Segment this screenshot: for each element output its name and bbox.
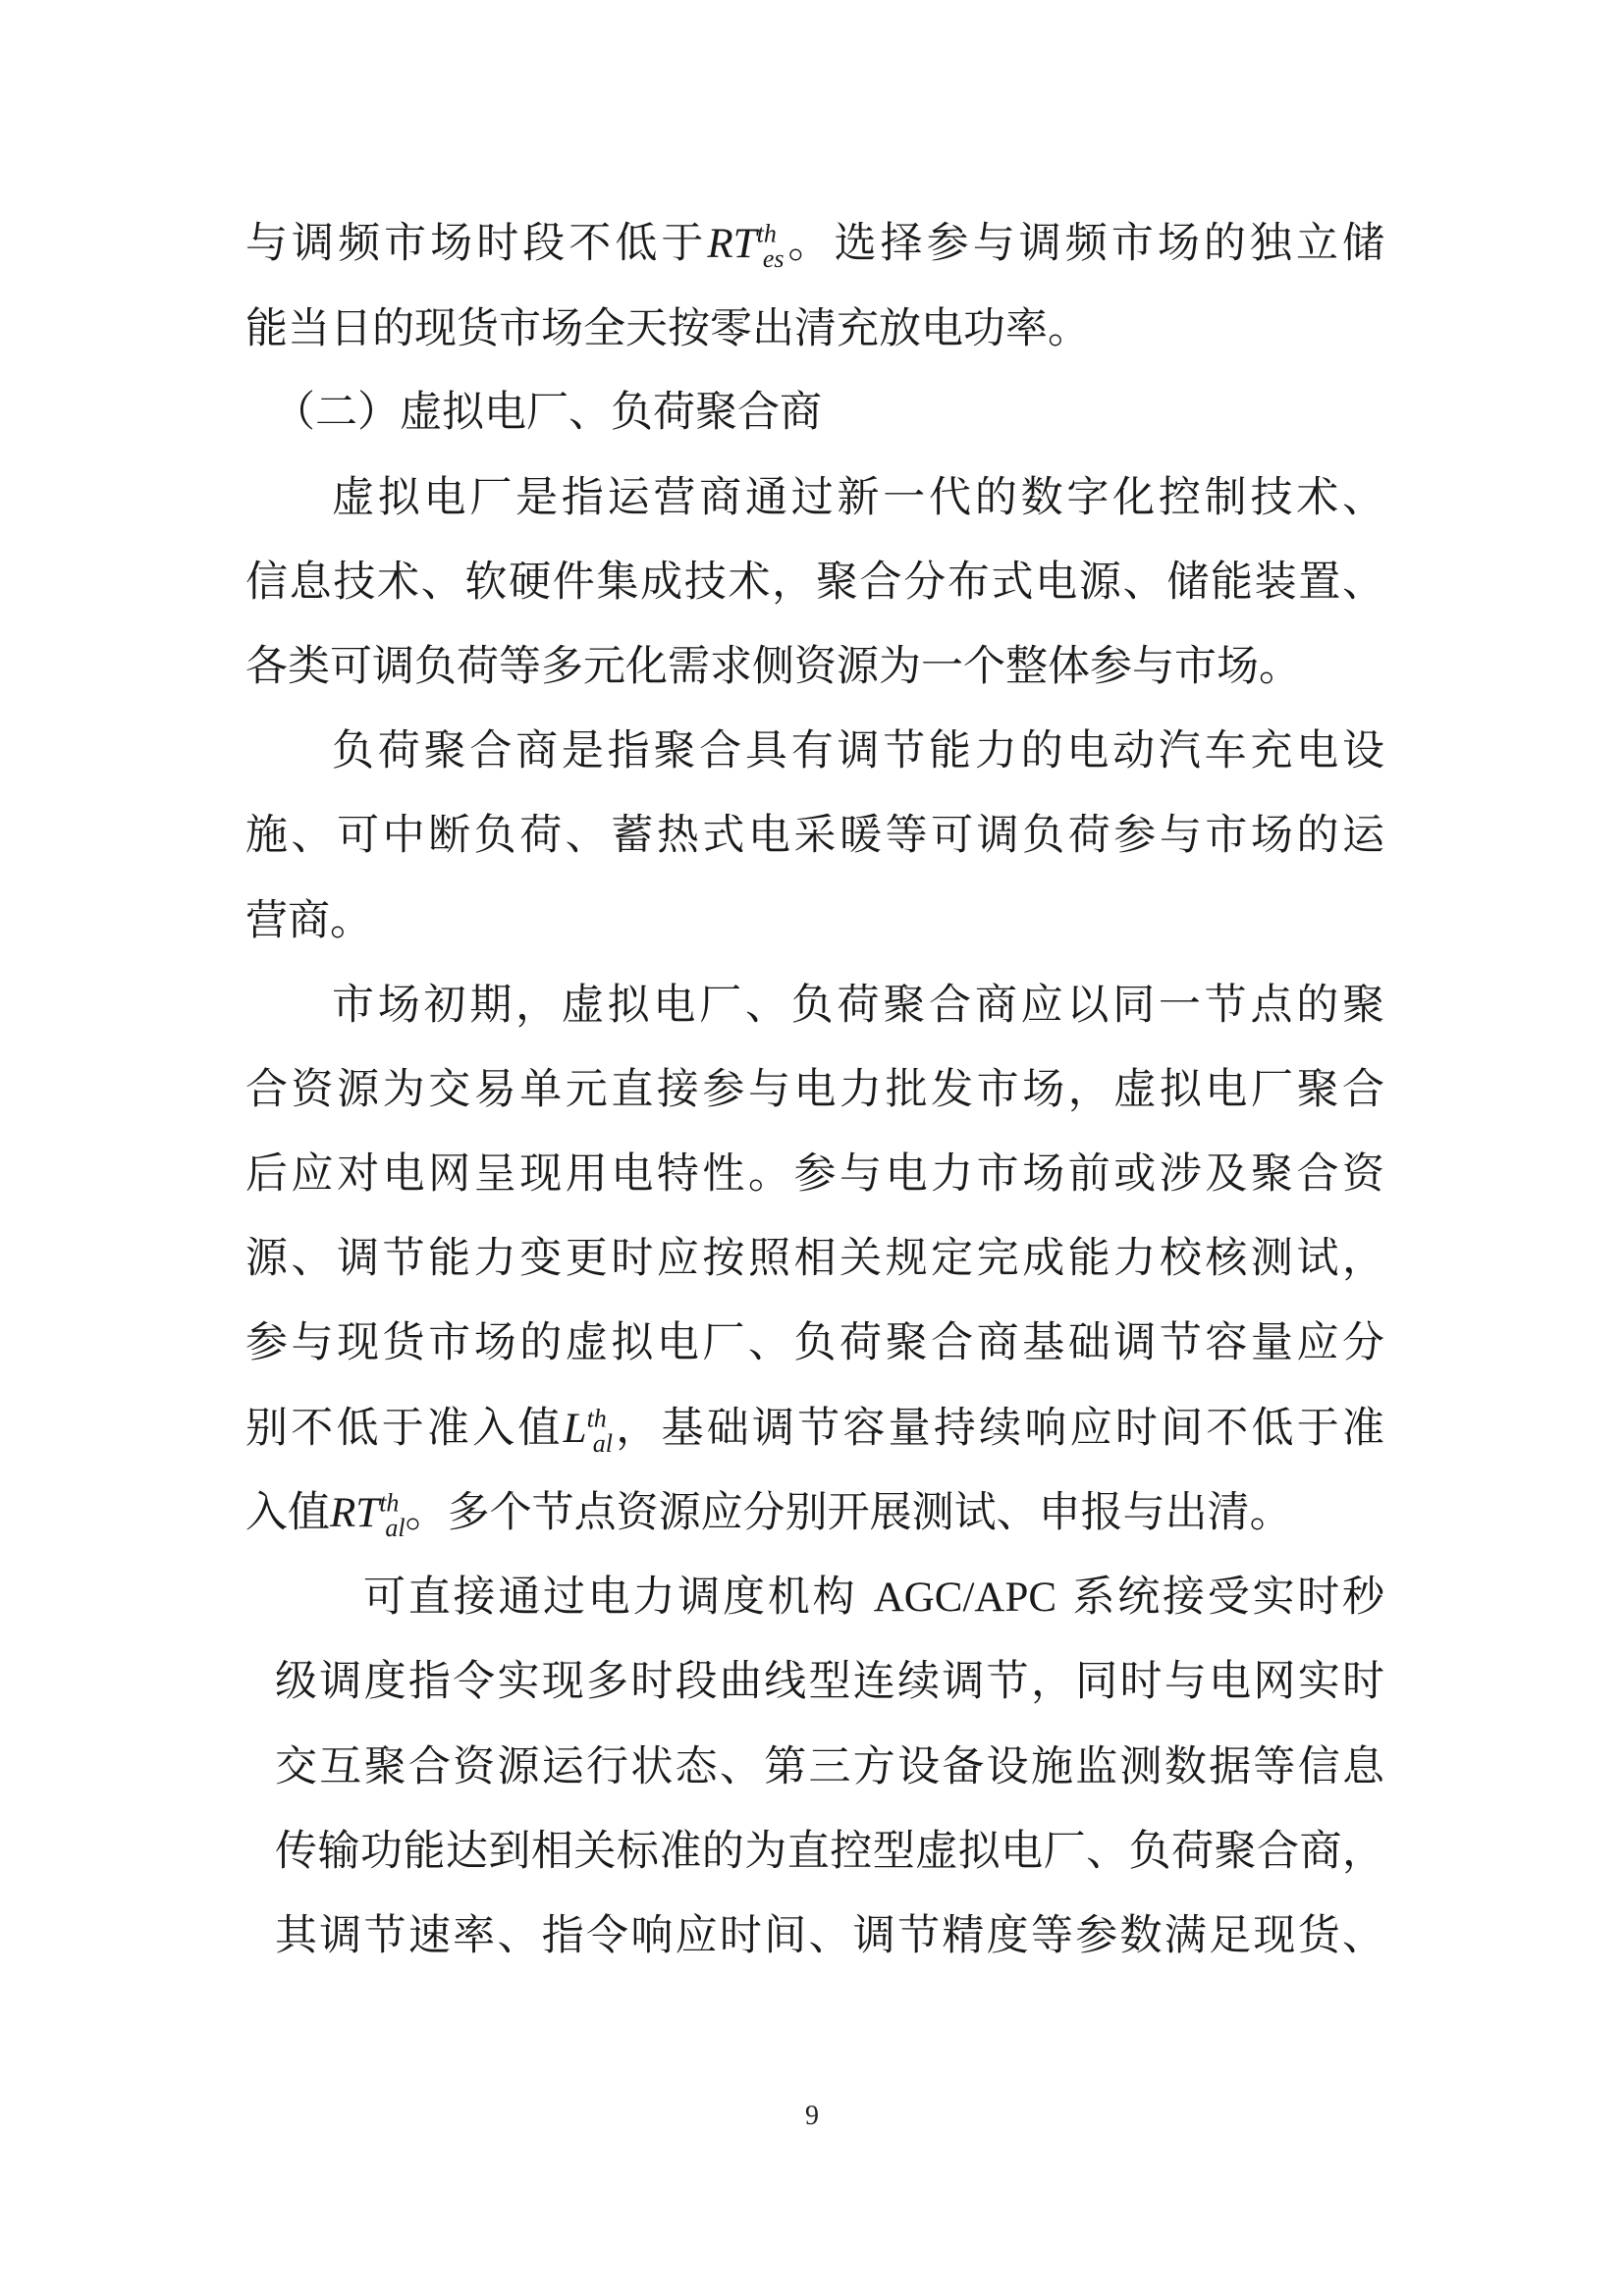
- text-line: 后应对电网呈现用电特性。参与电力市场前或涉及聚合资: [245, 1149, 1384, 1199]
- text-line: [245, 1394, 1384, 1463]
- text-line: 源、调节能力变更时应按照相关规定完成能力校核测试，: [245, 1234, 1384, 1283]
- math-variable: $RT^{th}_{es}$: [707, 219, 785, 273]
- text: 可直接通过电力调度机构: [363, 1573, 874, 1622]
- math-variable: $RT^{th}_{al}$: [330, 1488, 406, 1542]
- page-number: 9: [805, 2101, 819, 2131]
- math-variable: $Lth_{al}$: [563, 1404, 614, 1458]
- text-line: [245, 1478, 1384, 1547]
- latin-text: AGC/APC: [873, 1575, 1057, 1621]
- text-line: 级调度指令实现多时段曲线型连续调节，同时与电网实时: [275, 1657, 1384, 1706]
- text: ，基础调节容量持续响应时间不低于准: [613, 1404, 1385, 1453]
- text-line: 营商。: [245, 896, 372, 945]
- text-line: 市场初期，虚拟电厂、负荷聚合商应以同一节点的聚: [332, 981, 1384, 1030]
- text-line: 交互聚合资源运行状态、第三方设备设施监测数据等信息: [275, 1742, 1384, 1791]
- text-line: 传输功能达到相关标准的为直控型虚拟电厂、负荷聚合商，: [275, 1827, 1384, 1876]
- text: 与调频市场时段不低于: [245, 219, 708, 268]
- text-line: [363, 1563, 1384, 1631]
- text-line: 合资源为交易单元直接参与电力批发市场，虚拟电厂聚合: [245, 1065, 1384, 1114]
- text-line: 参与现货市场的虚拟电厂、负荷聚合商基础调节容量应分: [245, 1318, 1384, 1367]
- text-line: [245, 209, 1384, 278]
- text-line: 各类可调负荷等多元化需求侧资源为一个整体参与市场。: [245, 642, 1301, 691]
- text: 入值: [245, 1488, 330, 1537]
- text: 别不低于准入值: [245, 1404, 564, 1453]
- text-line: 施、可中断负荷、蓄热式电采暖等可调负荷参与市场的运: [245, 811, 1384, 860]
- section-heading: （二）虚拟电厂、负荷聚合商: [273, 388, 822, 437]
- text-line: 负荷聚合商是指聚合具有调节能力的电动汽车充电设: [332, 726, 1384, 775]
- text-line: 信息技术、软硬件集成技术，聚合分布式电源、储能装置、: [245, 558, 1384, 607]
- text: 。多个节点资源应分别开展测试、申报与出清。: [405, 1488, 1292, 1537]
- text-line: 能当日的现货市场全天按零出清充放电功率。: [245, 304, 1090, 353]
- text-line: 其调节速率、指令响应时间、调节精度等参数满足现货、: [275, 1911, 1384, 1960]
- text: 。选择参与调频市场的独立储: [784, 219, 1385, 268]
- text-line: 虚拟电厂是指运营商通过新一代的数字化控制技术、: [332, 473, 1384, 522]
- text: 系统接受实时秒: [1056, 1573, 1385, 1622]
